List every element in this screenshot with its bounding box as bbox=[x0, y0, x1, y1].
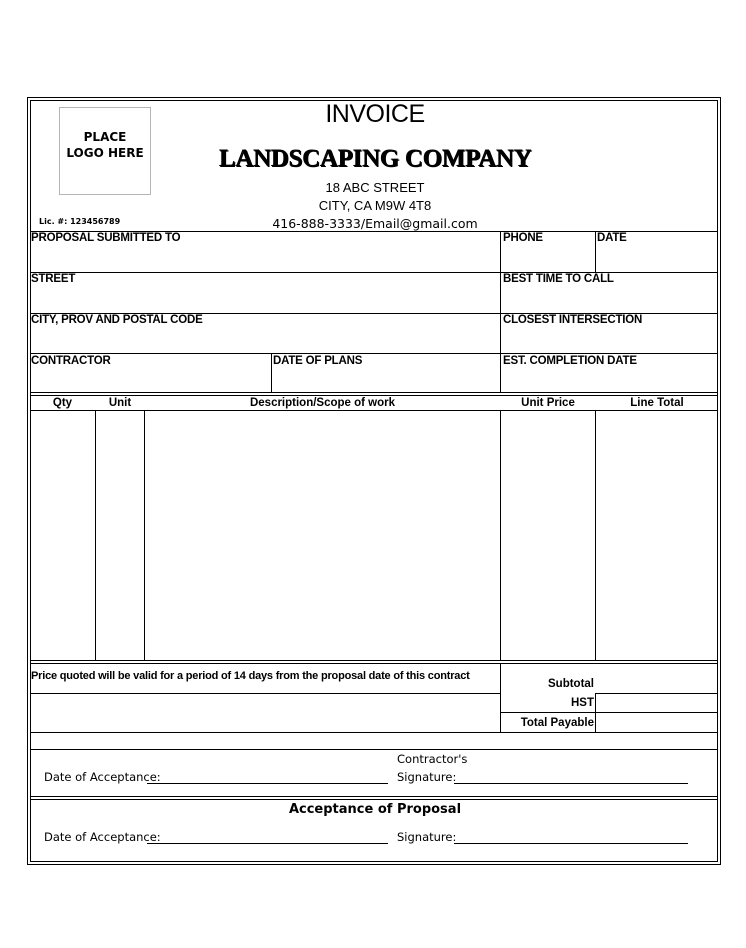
company-city: CITY, CA M9W 4T8 bbox=[318, 198, 432, 213]
divider bbox=[30, 693, 500, 694]
best-time-to-call-label: BEST TIME TO CALL bbox=[503, 273, 614, 285]
description-cell[interactable] bbox=[145, 411, 499, 659]
phone-field[interactable] bbox=[501, 246, 594, 271]
city-prov-postal-field[interactable] bbox=[31, 328, 499, 352]
column-header-line-total: Line Total bbox=[630, 397, 684, 409]
column-header-unit-price: Unit Price bbox=[521, 397, 575, 409]
contractor-signature-line[interactable] bbox=[454, 770, 688, 784]
divider bbox=[30, 796, 718, 797]
street-field[interactable] bbox=[31, 287, 499, 312]
logo-placeholder-line2: LOGO HERE bbox=[66, 146, 144, 160]
client-date-of-acceptance-line[interactable] bbox=[147, 830, 388, 844]
hst-label: HST bbox=[571, 697, 594, 709]
column-header-qty: Qty bbox=[52, 397, 73, 409]
divider bbox=[30, 732, 718, 733]
license-number: Lic. #: 123456789 bbox=[39, 217, 121, 226]
contractor-signature-label: Signature: bbox=[397, 770, 457, 784]
contractor-field[interactable] bbox=[31, 369, 270, 391]
divider bbox=[30, 392, 718, 393]
acceptance-of-proposal-title: Acceptance of Proposal bbox=[288, 802, 462, 817]
company-contact: 416-888-3333/Email@gmail.com bbox=[272, 216, 478, 231]
est-completion-date-field[interactable] bbox=[501, 369, 717, 391]
unit-cell[interactable] bbox=[96, 411, 143, 659]
column-header-unit: Unit bbox=[108, 397, 132, 409]
divider bbox=[30, 749, 718, 750]
contractor-label: CONTRACTOR bbox=[31, 355, 111, 367]
date-of-plans-label: DATE OF PLANS bbox=[273, 355, 363, 367]
company-street: 18 ABC STREET bbox=[325, 180, 425, 195]
total-payable-label: Total Payable bbox=[520, 717, 594, 729]
invoice-title: INVOICE bbox=[325, 100, 425, 128]
logo-placeholder-line1: PLACE bbox=[83, 130, 127, 144]
closest-intersection-field[interactable] bbox=[501, 328, 717, 352]
closest-intersection-label: CLOSEST INTERSECTION bbox=[503, 314, 643, 326]
phone-label: PHONE bbox=[503, 232, 543, 244]
divider bbox=[30, 799, 718, 800]
logo-placeholder[interactable] bbox=[59, 107, 151, 195]
divider bbox=[30, 395, 718, 396]
date-of-plans-field[interactable] bbox=[272, 369, 499, 391]
price-validity-note: Price quoted will be valid for a period of 14 days from the proposal date of this contract bbox=[31, 670, 470, 682]
contractor-date-of-acceptance-line[interactable] bbox=[147, 770, 388, 784]
divider bbox=[30, 353, 718, 354]
date-label: DATE bbox=[597, 232, 627, 244]
contractor-date-of-acceptance-label: Date of Acceptance: bbox=[44, 770, 161, 784]
subtotal-value-field[interactable] bbox=[596, 664, 717, 692]
proposal-submitted-to-label: PROPOSAL SUBMITTED TO bbox=[31, 232, 181, 244]
column-header-description: Description/Scope of work bbox=[249, 397, 396, 409]
company-name: LANDSCAPING COMPANY bbox=[218, 145, 532, 172]
qty-cell[interactable] bbox=[31, 411, 94, 659]
best-time-to-call-field[interactable] bbox=[501, 287, 717, 312]
street-label: STREET bbox=[31, 273, 76, 285]
line-total-cell[interactable] bbox=[596, 411, 717, 659]
date-field[interactable] bbox=[596, 246, 717, 271]
divider bbox=[30, 660, 718, 661]
city-prov-postal-label: CITY, PROV AND POSTAL CODE bbox=[31, 314, 203, 326]
proposal-submitted-to-field[interactable] bbox=[31, 246, 499, 271]
client-signature-label: Signature: bbox=[397, 830, 457, 844]
client-signature-line[interactable] bbox=[454, 830, 688, 844]
subtotal-label: Subtotal bbox=[548, 678, 594, 690]
divider bbox=[30, 272, 718, 273]
est-completion-date-label: EST. COMPLETION DATE bbox=[503, 355, 637, 367]
client-date-of-acceptance-label: Date of Acceptance: bbox=[44, 830, 161, 844]
unit-price-cell[interactable] bbox=[501, 411, 594, 659]
contractors-label: Contractor's bbox=[397, 752, 468, 766]
hst-value-field[interactable] bbox=[596, 694, 717, 711]
total-payable-value-field[interactable] bbox=[596, 713, 717, 731]
